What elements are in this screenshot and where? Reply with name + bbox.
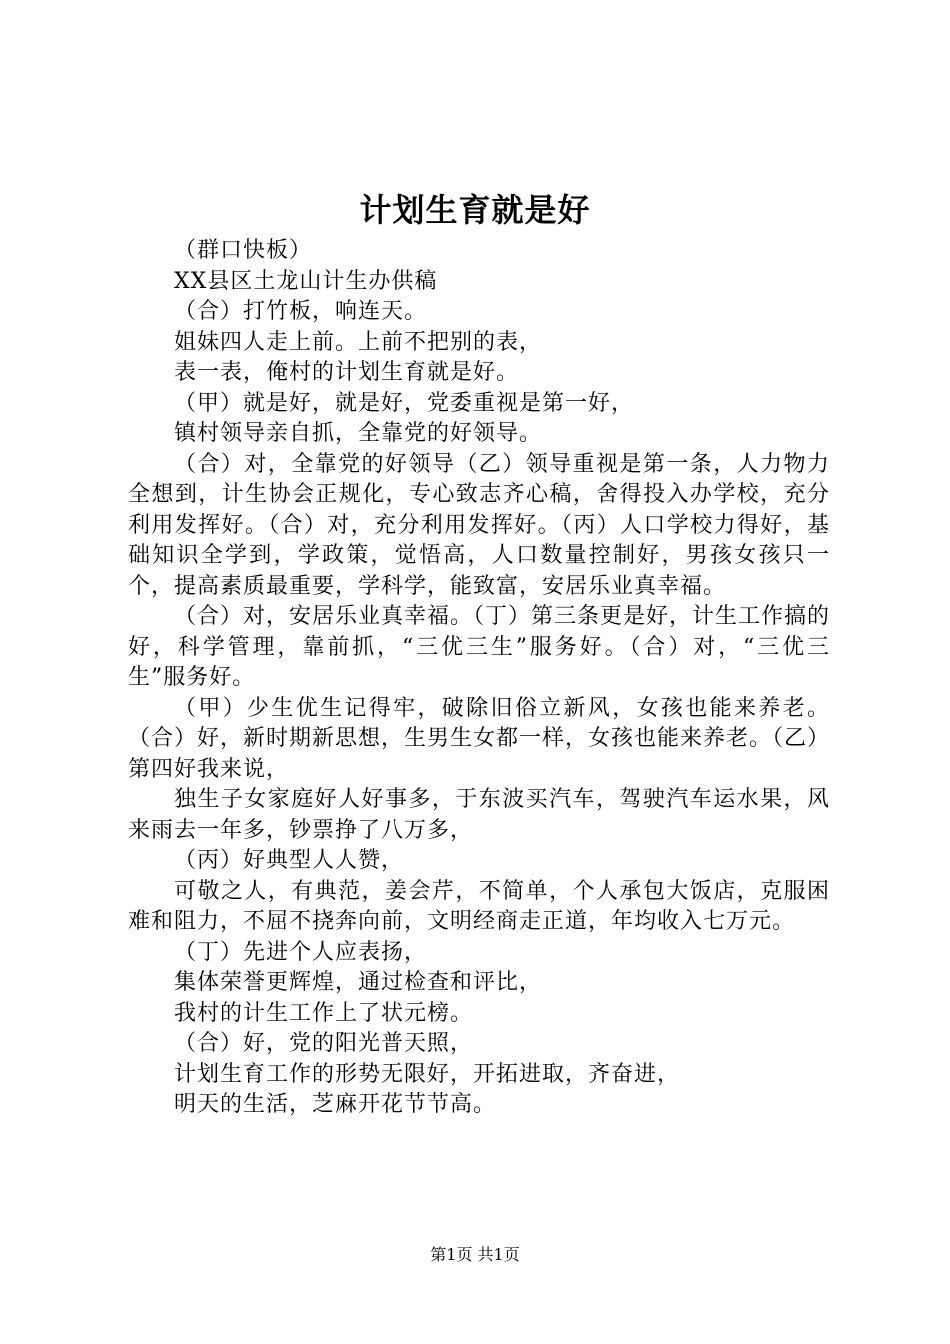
document-title: 计划生育就是好 <box>359 191 591 229</box>
page-footer: 第1页 共1页 <box>430 1245 520 1264</box>
paragraph: （甲）就是好，就是好，党委重视是第一好， <box>174 390 635 416</box>
paragraph: （合）好，党的阳光普天照， <box>174 1031 474 1056</box>
paragraph: 姐妹四人走上前。上前不把别的表， <box>174 329 543 355</box>
paragraph: （丁）先进个人应表扬， <box>174 939 428 965</box>
paragraph: 镇村领导亲自抓，全靠党的好领导。 <box>174 421 543 446</box>
document-body <box>128 236 830 1121</box>
paragraph: （甲）少生优生记得牢，破除旧俗立新风，女孩也能来养老。（合）好，新时期新思想，生男生女都一样，女孩也能来养老。（乙）第四好我来说， <box>128 695 831 782</box>
paragraph: 明天的生活，芝麻开花节节高。 <box>174 1092 497 1117</box>
paragraph: 可敬之人，有典范，姜会芹，不简单，个人承包大饭店，克服困难和阻力，不屈不挠奔向前，文明经商走正道，年均收入七万元。 <box>128 878 830 934</box>
paragraph: XX县区土龙山计生办供稿 <box>174 268 438 294</box>
paragraph: 集体荣誉更辉煌，通过检查和评比， <box>174 970 543 995</box>
paragraph: 我村的计生工作上了状元榜。 <box>174 1000 474 1026</box>
paragraph: （合）打竹板，响连天。 <box>174 299 428 324</box>
paragraph: 独生子女家庭好人好事多，于东波买汽车，驾驶汽车运水果，风来雨去一年多，钞票挣了八万多， <box>128 787 830 843</box>
paragraph: （合）对，全靠党的好领导（乙）领导重视是第一条，人力物力全想到，计生协会正规化，专心致志齐心稿，舍得投入办学校，充分利用发挥好。（合）对，充分利用发挥好。（丙）人口学校力得好，基础知识全学到，学政策，觉悟高，人口数量控制好，男孩女孩只一个，提高素质最重要，学科学，能致富，安居乐业真幸福。 <box>128 451 830 599</box>
paragraph: 表一表，俺村的计划生育就是好。 <box>174 360 520 385</box>
paragraph: （合）对，安居乐业真幸福。（丁）第三条更是好，计生工作搞的好，科学管理，靠前抓，“三优三生”服务好。（合）对，“三优三生”服务好。 <box>128 604 831 690</box>
paragraph: 计划生育工作的形势无限好，开拓进取，齐奋进， <box>174 1061 681 1087</box>
paragraph: （群口快板） <box>174 238 313 263</box>
paragraph: （丙）好典型人人赞， <box>174 848 405 873</box>
